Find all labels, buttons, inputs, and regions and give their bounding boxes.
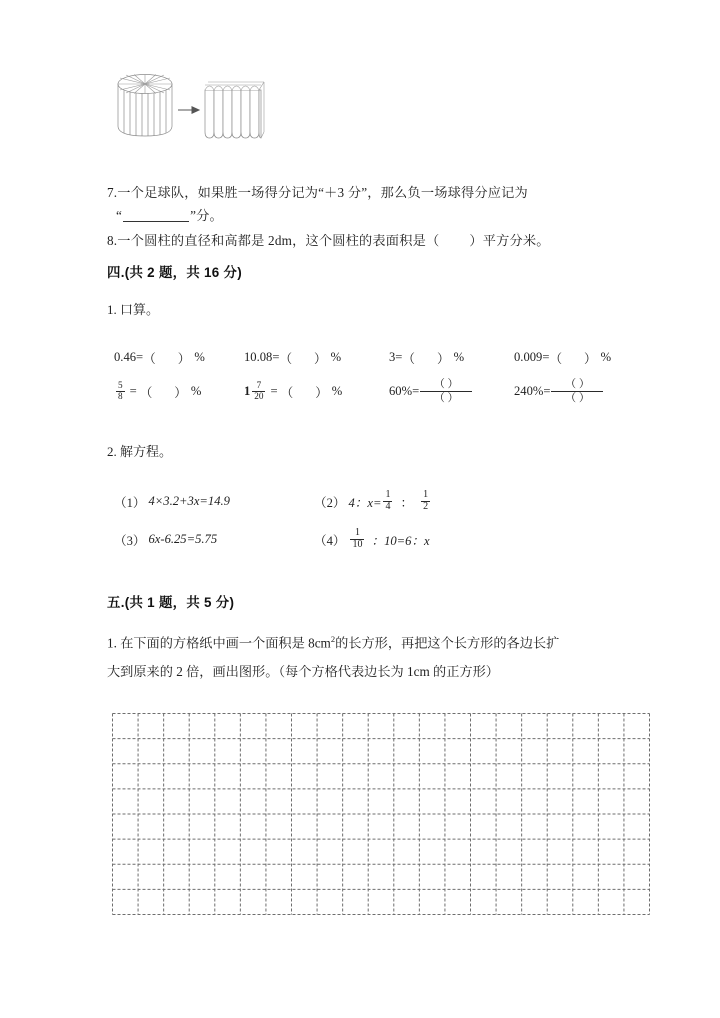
oral-item-1-paren-open: （ — [143, 351, 156, 366]
equation-2-label: （2） — [314, 495, 346, 510]
section-five-problem-text-b: 的长方形，再把这个长方形的各边长扩 — [335, 635, 560, 651]
section-five-problem-line1 — [107, 627, 559, 655]
oral-item-2-expr: 10.08= — [244, 349, 280, 364]
equation-2-prefix: 4：x= — [348, 495, 382, 510]
oral-item-7-numerator-blank[interactable]: （ ） — [433, 377, 459, 390]
equation-2-fraction-1 — [383, 490, 392, 513]
oral-item-6-blank[interactable] — [281, 382, 328, 401]
oral-item-1 — [114, 343, 205, 371]
equation-4-suffix: ：10=6：x — [371, 533, 430, 548]
oral-item-4-paren-open: （ — [549, 351, 563, 366]
equation-2-numerator-1: 1 — [385, 488, 391, 500]
grid-paper-svg[interactable] — [112, 713, 650, 915]
section-five-problem-line2: 大到原来的 2 倍，画出图形。（每个方格代表边长为 1cm 的正方形） — [107, 664, 499, 679]
oral-item-6-paren-open: （ — [280, 385, 294, 400]
oral-item-5-numerator: 5 — [118, 379, 123, 390]
oral-item-8-fraction-blank[interactable] — [551, 378, 603, 404]
equation-4-fraction — [350, 528, 364, 551]
oral-item-7-denominator-blank[interactable]: （ ） — [420, 391, 472, 405]
oral-item-3-blank[interactable] — [402, 348, 449, 367]
oral-item-6-fraction — [252, 381, 265, 402]
equation-2-denominator-1: 4 — [385, 500, 391, 512]
oral-item-8-expr: 240%= — [514, 383, 551, 398]
question-8-text-after: ）平方分米。 — [469, 233, 550, 248]
question-8 — [107, 228, 550, 253]
oral-item-3 — [389, 343, 464, 371]
section-four-heading: 四.(共 2 题，共 16 分) — [107, 265, 243, 280]
oral-item-4-expr: 0.009= — [514, 349, 550, 364]
equation-2 — [314, 488, 432, 514]
oral-item-3-paren-close: ） — [437, 351, 450, 366]
oral-item-7-expr: 60%= — [389, 383, 420, 398]
subsection-solve-equations-heading: 2. 解方程。 — [107, 444, 173, 459]
equation-2-numerator-2: 1 — [423, 488, 429, 500]
arrow-icon — [178, 107, 199, 113]
equation-1-text: 4×3.2+3x=14.9 — [148, 493, 230, 508]
oral-item-5-paren-close: ） — [174, 385, 187, 400]
oral-item-7-fraction-blank[interactable] — [420, 378, 472, 404]
oral-item-4-blank[interactable] — [549, 348, 596, 367]
oral-item-1-unit: % — [194, 349, 205, 364]
equation-4-numerator: 1 — [354, 526, 360, 538]
oral-item-6-unit: % — [331, 383, 343, 398]
cylinder-diagram-svg — [108, 62, 268, 150]
oral-item-4-unit: % — [600, 349, 612, 364]
oral-item-5-fraction — [116, 381, 125, 402]
oral-item-2-blank[interactable] — [279, 348, 326, 367]
oral-item-3-unit: % — [453, 349, 465, 364]
oral-item-6-mixed-number — [244, 381, 267, 402]
oral-item-5-unit: % — [190, 383, 202, 398]
equation-3-label: （3） — [114, 533, 146, 548]
equation-1-label: （1） — [114, 495, 146, 510]
section-five-problem-text-a: 1. 在下面的方格纸中画一个面积是 8cm — [107, 635, 331, 651]
oral-item-3-paren-open: （ — [402, 351, 415, 366]
oral-item-5-blank[interactable] — [140, 382, 187, 401]
oral-item-6-denominator: 20 — [254, 390, 264, 401]
equation-3-text: 6x-6.25=5.75 — [148, 531, 218, 546]
oral-item-6-paren-close: ） — [315, 385, 328, 400]
question-7-line1 — [107, 180, 528, 205]
section-five-problem-superscript: 2 — [330, 634, 336, 644]
equation-1 — [114, 488, 230, 514]
oral-item-5-denominator: 8 — [118, 390, 123, 401]
equation-4-denominator: 10 — [352, 538, 363, 550]
equation-3 — [114, 526, 217, 552]
subsection-oral-arithmetic-heading: 1. 口算。 — [107, 302, 160, 317]
equation-4-label: （4） — [314, 533, 346, 548]
oral-item-3-expr: 3= — [389, 349, 403, 364]
oral-item-2-paren-close: ） — [314, 351, 327, 366]
equation-4 — [314, 526, 430, 552]
oral-item-6 — [244, 377, 342, 405]
section-five-heading: 五.(共 1 题，共 5 分) — [107, 595, 235, 610]
oral-item-5-equals: = — [129, 383, 137, 398]
oral-item-8-numerator-blank[interactable]: （ ） — [565, 377, 590, 390]
grid-paper[interactable] — [112, 713, 650, 913]
oral-item-4 — [514, 343, 611, 371]
question-7-text: 一个足球队，如果胜一场得分记为“＋3 分”，那么负一场球得分应记为 — [117, 185, 528, 200]
question-7-quote-close: ”分。 — [190, 208, 223, 223]
question-8-text-before: 一个圆柱的直径和高都是 2dm，这个圆柱的表面积是（ — [117, 233, 440, 248]
oral-item-5 — [114, 377, 201, 405]
oral-item-6-equals: = — [270, 383, 278, 398]
oral-item-2-unit: % — [330, 349, 342, 364]
oral-item-8 — [514, 377, 604, 405]
oral-item-7 — [389, 377, 473, 405]
cylinder-decomposition-figure — [108, 62, 268, 150]
question-7-line2 — [116, 203, 223, 228]
answer-blank-q7[interactable] — [123, 221, 189, 222]
question-7-number: 7. — [107, 185, 118, 200]
oral-item-6-numerator: 7 — [256, 379, 262, 390]
equation-2-fraction-2 — [421, 490, 430, 513]
oral-item-4-paren-close: ） — [584, 351, 597, 366]
equation-2-ratio-sign: ： — [400, 495, 414, 510]
oral-item-2-paren-open: （ — [279, 351, 293, 366]
oral-item-6-whole: 1 — [244, 383, 251, 398]
oral-item-8-denominator-blank[interactable]: （ ） — [551, 391, 603, 405]
question-7-quote-open: “ — [116, 208, 123, 223]
oral-item-1-paren-close: ） — [177, 351, 191, 366]
oral-item-1-blank[interactable] — [143, 348, 190, 367]
question-8-number: 8. — [107, 233, 118, 248]
oral-item-1-expr: 0.46= — [114, 349, 144, 364]
equation-2-denominator-2: 2 — [423, 500, 429, 512]
oral-item-2 — [244, 343, 341, 371]
oral-item-5-paren-open: （ — [139, 385, 153, 400]
